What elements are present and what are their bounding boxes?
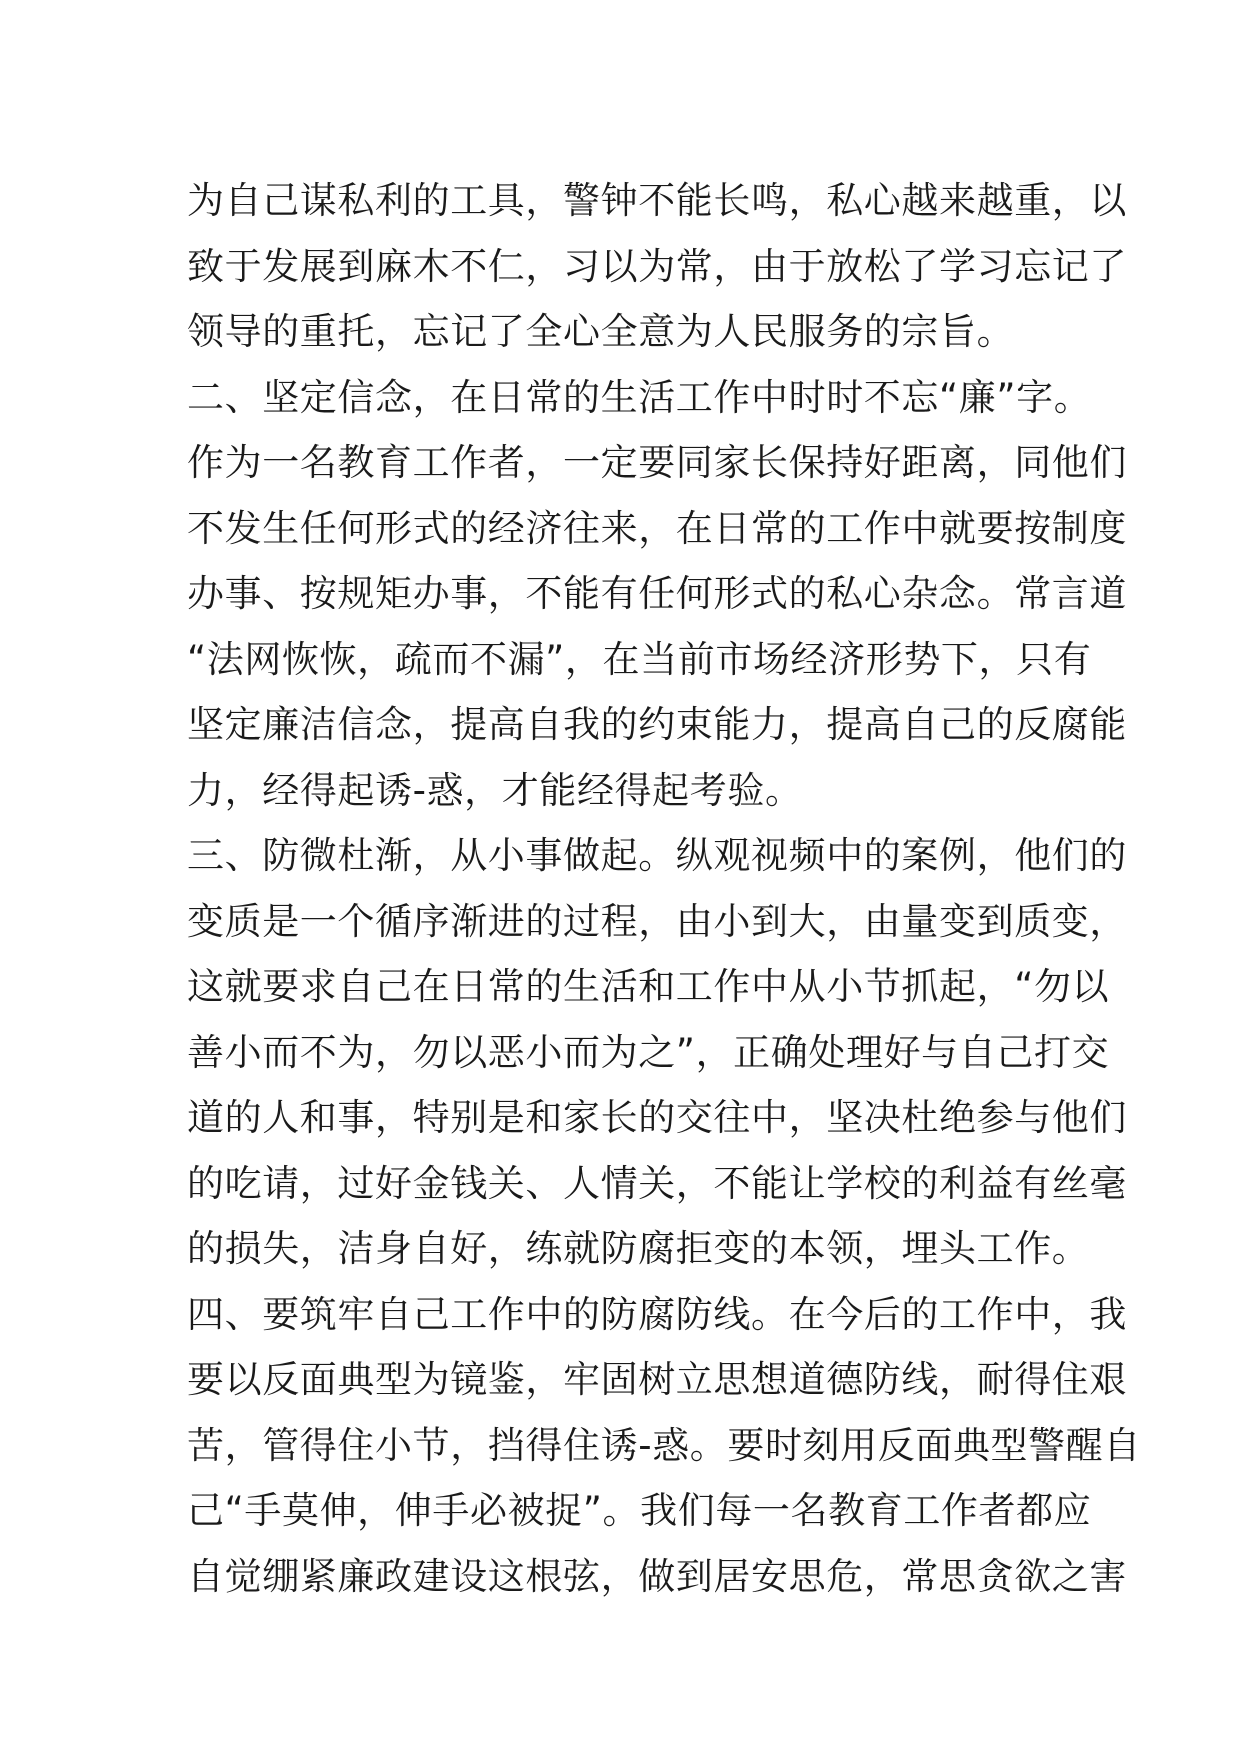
section-heading-2-line: 二、坚定信念，在日常的生活工作中时时不忘“廉”字。	[187, 375, 1092, 419]
text-line: 的吃请，过好金钱关、人情关，不能让学校的利益有丝毫	[187, 1161, 1127, 1205]
text-line: 苦，管得住小节，挡得住诱-惑。要时刻用反面典型警醒自	[187, 1423, 1141, 1467]
text-line: 自觉绷紧廉政建设这根弦，做到居安思危，常思贪欲之害	[187, 1554, 1127, 1598]
text-line: 致于发展到麻木不仁，习以为常，由于放松了学习忘记了	[187, 244, 1127, 288]
text-line: 道的人和事，特别是和家长的交往中，坚决杜绝参与他们	[187, 1096, 1127, 1139]
text-line: 为自己谋私利的工具，警钟不能长鸣，私心越来越重，以	[187, 179, 1127, 222]
body-text	[187, 168, 1141, 1609]
text-line: 变质是一个循序渐进的过程，由小到大，由量变到质变，	[187, 899, 1127, 943]
text-line: 作为一名教育工作者，一定要同家长保持好距离，同他们	[187, 441, 1127, 484]
text-line: 办事、按规矩办事，不能有任何形式的私心杂念。常言道	[187, 572, 1127, 615]
text-line: 不发生任何形式的经济往来，在日常的工作中就要按制度	[187, 506, 1127, 550]
text-line: 的损失，洁身自好，练就防腐拒变的本领，埋头工作。	[187, 1227, 1090, 1270]
text-line: “法网恢恢，疏而不漏”，在当前市场经济形势下，只有	[187, 637, 1092, 681]
section-heading-3-line: 三、防微杜渐，从小事做起。纵观视频中的案例，他们的	[187, 834, 1127, 877]
section-heading-4-line: 四、要筑牢自己工作中的防腐防线。在今后的工作中，我	[187, 1292, 1127, 1336]
text-line: 要以反面典型为镜鉴，牢固树立思想道德防线，耐得住艰	[187, 1358, 1127, 1401]
text-line: 善小而不为，勿以恶小而为之”，正确处理好与自己打交	[187, 1030, 1110, 1074]
text-line: 力，经得起诱-惑，才能经得起考验。	[187, 768, 803, 812]
text-line: 这就要求自己在日常的生活和工作中从小节抓起，“勿以	[187, 965, 1110, 1008]
text-line: 己“手莫伸，伸手必被捉”。我们每一名教育工作者都应	[187, 1489, 1092, 1532]
text-line: 坚定廉洁信念，提高自我的约束能力，提高自己的反腐能	[187, 703, 1127, 746]
text-line: 领导的重托，忘记了全心全意为人民服务的宗旨。	[187, 310, 1015, 353]
